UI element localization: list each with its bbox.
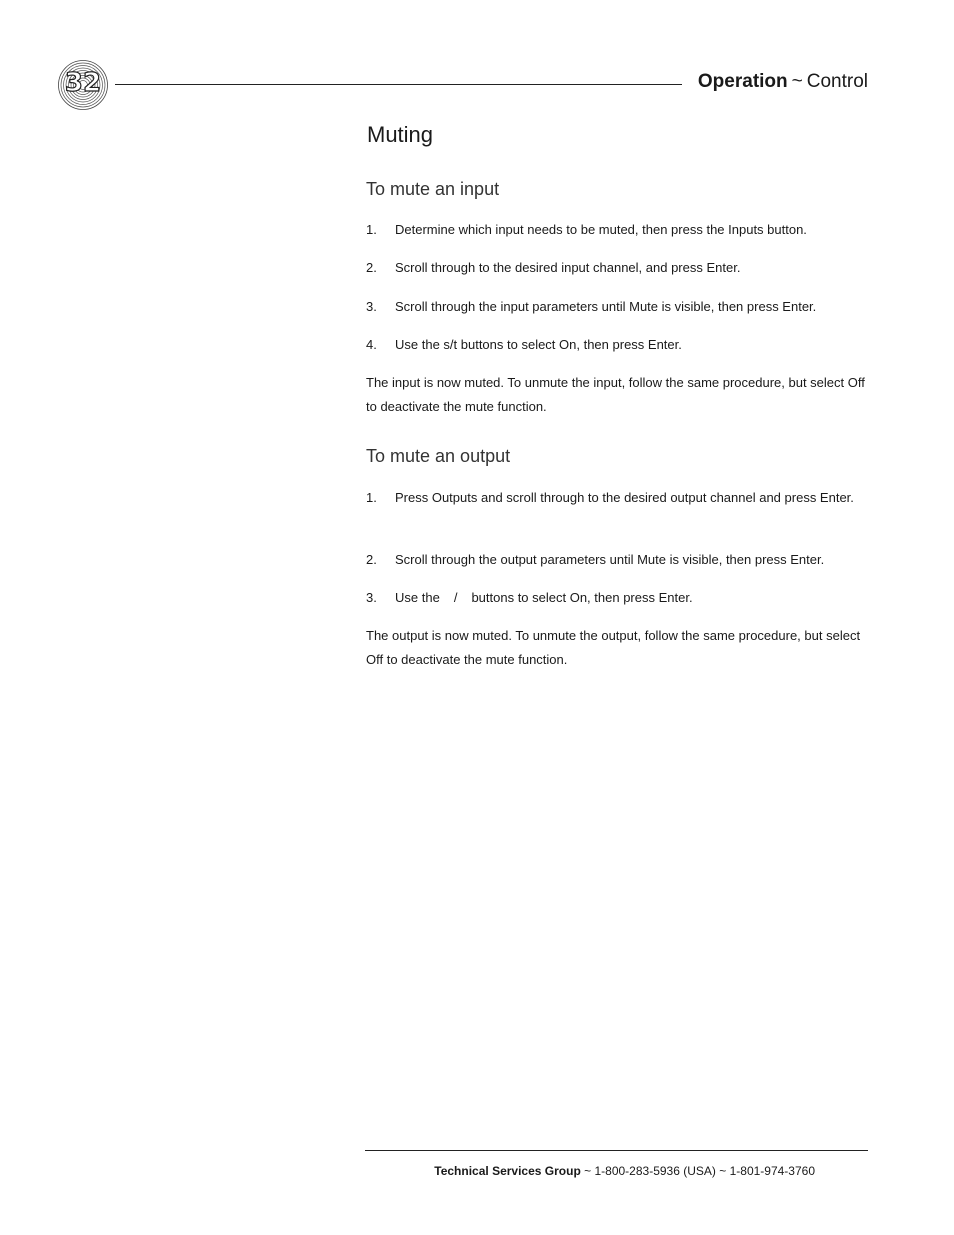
step-text-after: buttons to select On, then press Enter. — [471, 590, 693, 605]
footer-separator: ~ — [584, 1164, 592, 1178]
input-heading: To mute an input — [366, 179, 500, 199]
output-step — [366, 586, 871, 610]
step-number: 2. — [366, 260, 377, 275]
input-step — [366, 256, 871, 280]
output-note: The output is now muted. To unmute the output, follow the same procedure, but select Off to deactivate the mute function. — [366, 628, 861, 667]
page-title: Muting — [367, 122, 434, 147]
running-header-section: Operation — [697, 71, 788, 92]
step-text: Press Outputs and scroll through to the desired output channel and press Enter. — [395, 490, 854, 505]
footer — [434, 1164, 815, 1178]
page-number: 32 — [64, 68, 102, 98]
step-text: Scroll through to the desired input channel, and press Enter. — [395, 260, 741, 275]
footer-phone-usa: 1-800-283-5936 (USA) — [594, 1164, 716, 1178]
step-text: Determine which input needs to be muted, then press the Inputs button. — [395, 222, 807, 237]
step-number: 1. — [366, 490, 377, 505]
step-number: 4. — [366, 337, 377, 352]
step-text: Use the s/t buttons to select On, then press Enter. — [395, 337, 682, 352]
input-note: The input is now muted. To unmute the input, follow the same procedure, but select Off to deactivate the mute function. — [366, 375, 865, 414]
input-step — [366, 218, 871, 242]
input-step — [366, 333, 871, 357]
footer-separator: ~ — [719, 1164, 727, 1178]
footer-rule — [365, 1150, 868, 1151]
output-step — [366, 548, 871, 572]
step-text: Scroll through the output parameters until Mute is visible, then press Enter. — [395, 552, 825, 567]
page-number-badge — [58, 60, 108, 110]
running-header-separator: ~ — [791, 71, 803, 92]
header-rule — [115, 84, 682, 85]
step-number: 2. — [366, 552, 377, 567]
step-number: 3. — [366, 299, 377, 314]
step-text — [395, 586, 871, 610]
running-header — [698, 71, 868, 93]
step-number: 1. — [366, 222, 377, 237]
footer-phone-alt: 1-801-974-3760 — [729, 1164, 815, 1178]
arrow-separator: / — [453, 590, 458, 605]
input-step — [366, 295, 871, 319]
output-heading: To mute an output — [366, 446, 511, 466]
output-step — [366, 486, 871, 510]
step-number: 3. — [366, 590, 377, 605]
footer-group: Technical Services Group — [434, 1164, 581, 1178]
step-text-before: Use the — [395, 590, 440, 605]
running-header-subsection: Control — [806, 71, 868, 92]
step-text: Scroll through the input parameters until Mute is visible, then press Enter. — [395, 299, 817, 314]
